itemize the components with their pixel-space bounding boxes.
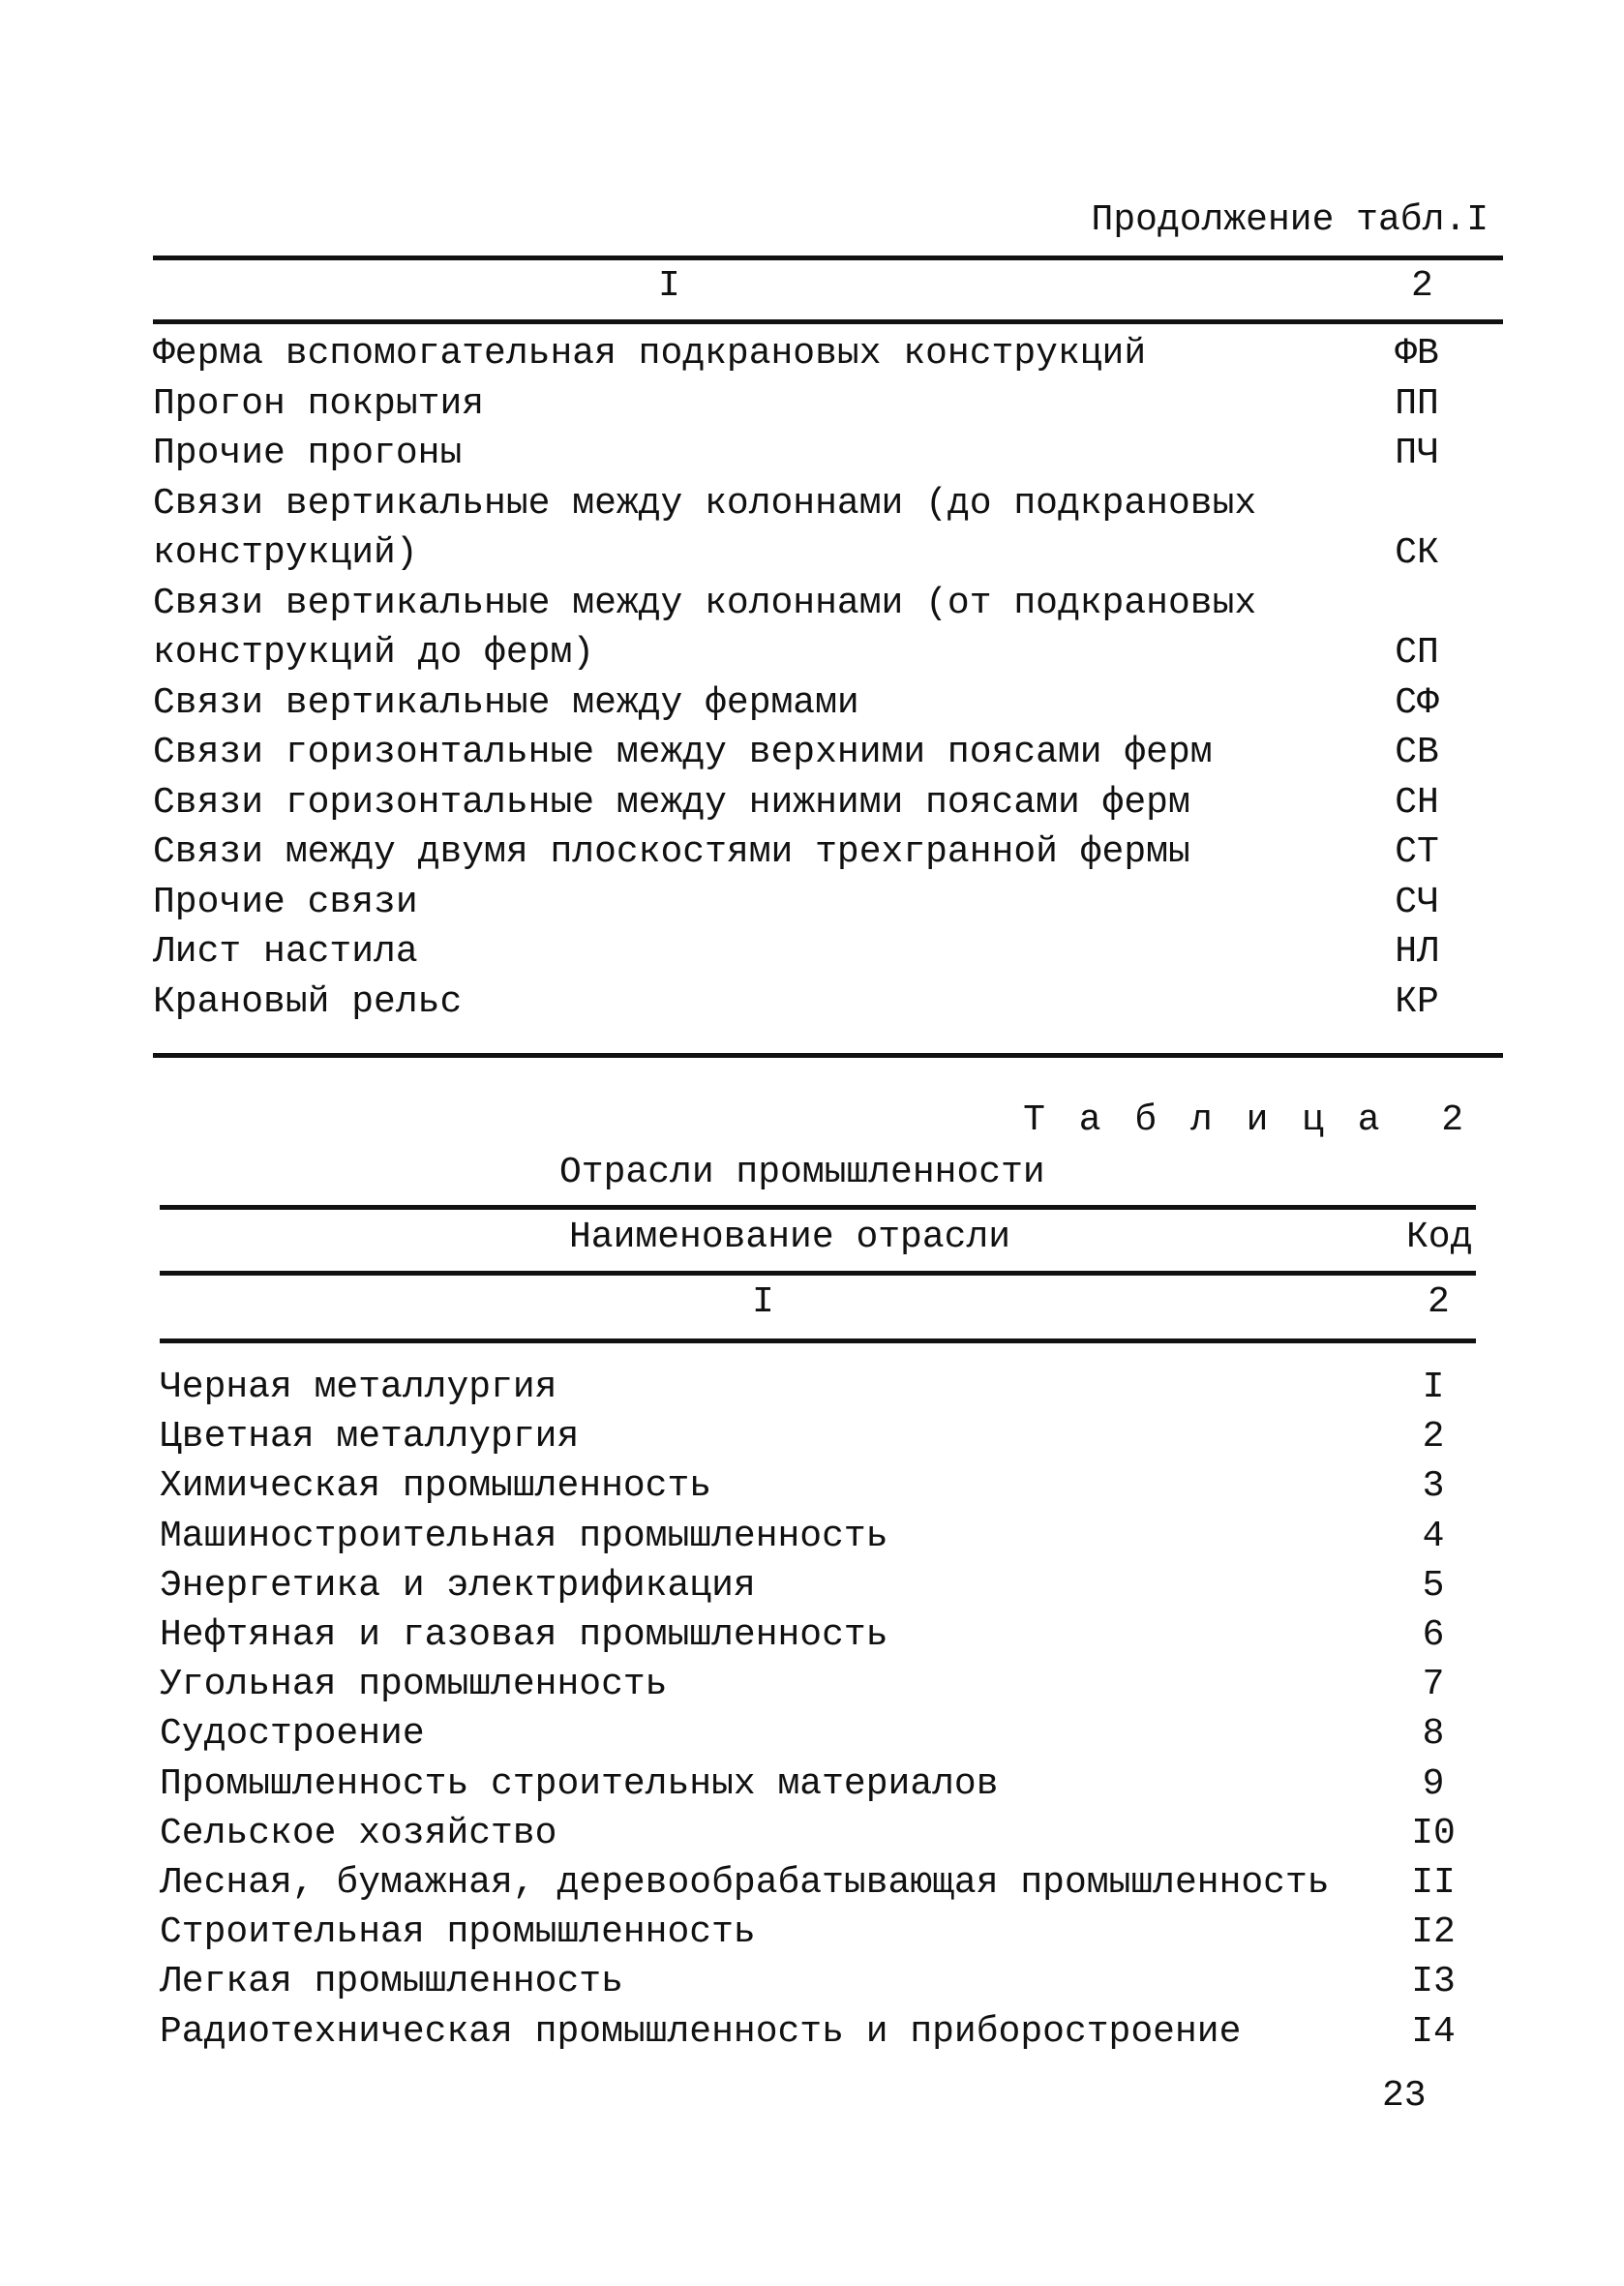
table1-row-code: ФВ xyxy=(1395,333,1439,375)
table2-row xyxy=(0,1610,1624,1661)
table2-row-code: 4 xyxy=(1422,1515,1445,1557)
table2-header-rule xyxy=(160,1271,1476,1276)
page-number: 23 xyxy=(1382,2075,1427,2117)
table2-row xyxy=(0,1461,1624,1512)
table2-row-code: I0 xyxy=(1411,1812,1456,1854)
table1-row-name: Связи вертикальные между колоннами (до подкрановых xyxy=(153,482,1257,525)
table2-row-code: II xyxy=(1411,1862,1456,1904)
table2-row-name: Энергетика и электрификация xyxy=(160,1564,756,1607)
table1-top-rule xyxy=(153,256,1503,260)
table1-bottom-rule xyxy=(153,1053,1503,1058)
table2-number-rule xyxy=(160,1339,1476,1343)
table2-row-name: Радиотехническая промышленность и приборостроение xyxy=(160,2010,1242,2053)
table1-row xyxy=(0,429,1624,479)
table1-row-code: НЛ xyxy=(1395,931,1439,973)
table2-row xyxy=(0,1709,1624,1760)
table2-row-code: I4 xyxy=(1411,2010,1456,2053)
table1-row-name: Связи вертикальные между колоннами (от подкрановых xyxy=(153,582,1257,624)
table1-row xyxy=(0,579,1624,629)
table2-row xyxy=(0,1809,1624,1859)
table1-row-code: ПП xyxy=(1395,382,1439,425)
table2-row-code: 8 xyxy=(1422,1713,1445,1756)
table2-row xyxy=(0,1660,1624,1710)
table1-row xyxy=(0,978,1624,1028)
table2-row-code: 2 xyxy=(1422,1416,1445,1459)
table2-row-name: Легкая промышленность xyxy=(160,1961,623,2003)
table2-row xyxy=(0,1561,1624,1611)
table2-row-code: 6 xyxy=(1422,1614,1445,1656)
table1-row-name: Крановый рельс xyxy=(153,980,463,1023)
table1-row xyxy=(0,479,1624,529)
table2-col1-number: I xyxy=(752,1281,774,1323)
table1-row xyxy=(0,379,1624,430)
table2-row-code: 5 xyxy=(1422,1564,1445,1607)
table1-row xyxy=(0,628,1624,678)
table2-label: Т а б л и ц а 2 xyxy=(1023,1099,1469,1141)
table1-row-code: СК xyxy=(1395,532,1439,574)
table1-row-name: Прогон покрытия xyxy=(153,382,485,425)
table1-row-code: СТ xyxy=(1395,831,1439,873)
table2-row-code: 7 xyxy=(1422,1664,1445,1706)
table1-row-name: Лист настила xyxy=(153,931,418,973)
table2-row xyxy=(0,1760,1624,1810)
table2-row xyxy=(0,1512,1624,1562)
table1-row xyxy=(0,878,1624,928)
table1-row xyxy=(0,329,1624,379)
table1-row-code: СП xyxy=(1395,632,1439,674)
table1-row-code: СЧ xyxy=(1395,881,1439,923)
table1-row xyxy=(0,927,1624,978)
table2-row-code: I xyxy=(1422,1367,1445,1408)
table1-row-name: Связи горизонтальные между верхними поясами ферм xyxy=(153,732,1213,773)
table2-row-name: Черная металлургия xyxy=(160,1367,557,1408)
table2-row-code: I2 xyxy=(1411,1911,1456,1954)
table2-top-rule xyxy=(160,1205,1476,1210)
table1-row-name: Связи между двумя плоскостями трехгранной фермы xyxy=(153,831,1190,873)
table1-row-code: ПЧ xyxy=(1395,433,1439,474)
table2-row-name: Судостроение xyxy=(160,1713,425,1756)
table2-row-code: 3 xyxy=(1422,1465,1445,1508)
table2-row xyxy=(0,1363,1624,1413)
table1-col2-header: 2 xyxy=(1411,265,1433,307)
table1-header-rule xyxy=(153,319,1503,324)
table2-row-name: Машиностроительная промышленность xyxy=(160,1515,888,1557)
table2-row xyxy=(0,1412,1624,1462)
table1-row xyxy=(0,528,1624,579)
table2-col2-header: Код xyxy=(1406,1217,1473,1258)
table1-col1-header: I xyxy=(658,265,680,307)
table1-row-code: СН xyxy=(1395,781,1439,824)
table2-row-name: Угольная промышленность xyxy=(160,1664,668,1706)
table1-row xyxy=(0,827,1624,878)
table2-row-name: Строительная промышленность xyxy=(160,1911,756,1954)
table1-row-name: Прочие связи xyxy=(153,881,418,923)
table1-row-name: Ферма вспомогательная подкрановых конструкций xyxy=(153,333,1147,375)
table1-row-name: конструкций) xyxy=(153,532,418,574)
table1-continuation-label: Продолжение табл.I xyxy=(1091,199,1489,241)
table1-row xyxy=(0,678,1624,729)
table2-row xyxy=(0,1908,1624,1958)
table1-row-name: Прочие прогоны xyxy=(153,433,463,474)
table2-row-name: Лесная, бумажная, деревообрабатывающая промышленность xyxy=(160,1862,1330,1904)
table2-row-code: 9 xyxy=(1422,1762,1445,1805)
table2-row-name: Цветная металлургия xyxy=(160,1416,580,1459)
table2-row xyxy=(0,2007,1624,2058)
table2-row-name: Нефтяная и газовая промышленность xyxy=(160,1614,888,1656)
table2-row xyxy=(0,1858,1624,1909)
table2-col2-number: 2 xyxy=(1428,1281,1450,1323)
table1-row-code: СФ xyxy=(1395,681,1439,724)
table1-row-name: конструкций до ферм) xyxy=(153,632,595,674)
table2-row-code: I3 xyxy=(1411,1961,1456,2003)
table2-title: Отрасли промышленности xyxy=(559,1152,1045,1193)
table2-row-name: Химическая промышленность xyxy=(160,1465,712,1508)
table2-row-name: Сельское хозяйство xyxy=(160,1812,557,1854)
table1-row-name: Связи горизонтальные между нижними поясами ферм xyxy=(153,781,1190,824)
table1-row-name: Связи вертикальные между фермами xyxy=(153,681,859,724)
table1-row-code: СВ xyxy=(1395,732,1439,773)
table1-row xyxy=(0,778,1624,828)
table2-col1-header: Наименование отрасли xyxy=(569,1217,1011,1258)
table1-row-code: КР xyxy=(1395,980,1439,1023)
table2-row xyxy=(0,1957,1624,2007)
table2-row-name: Промышленность строительных материалов xyxy=(160,1762,999,1805)
table1-row xyxy=(0,728,1624,778)
